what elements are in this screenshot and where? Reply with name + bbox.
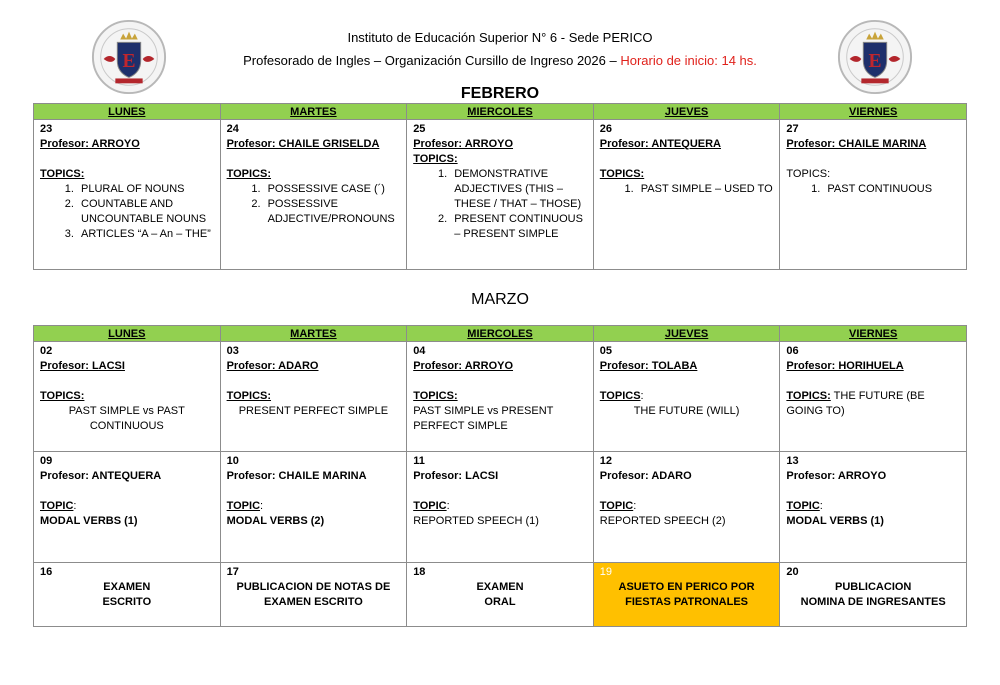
teacher-name: Profesor: ARROYO [413, 360, 514, 372]
holiday-cell [593, 563, 780, 627]
topic-item: 1. PAST SIMPLE – USED TO [637, 182, 774, 197]
topic-label: TOPIC [599, 500, 634, 512]
teacher-name: Profesor: ADARO [599, 470, 692, 482]
day-number: 16 [40, 566, 53, 578]
day-number: 11 [413, 455, 425, 467]
table-row [34, 120, 967, 270]
day-number: 18 [413, 566, 426, 578]
event-line: FIESTAS PATRONALES [625, 596, 748, 608]
teacher-name: Profesor: ARROYO [40, 138, 140, 150]
teacher-name: Profesor: LACSI [413, 470, 499, 482]
course-subtitle-main: Profesorado de Ingles – Organización Cursillo de Ingreso 2026 – [243, 53, 621, 68]
event-line: PUBLICACION [834, 581, 912, 593]
table-row [34, 452, 967, 563]
topics-label: TOPICS: [786, 168, 831, 180]
topics-list [40, 182, 214, 242]
day-number: 25 [413, 123, 426, 135]
topic-text: PAST SIMPLE vs PAST CONTINUOUS [68, 405, 185, 432]
day-cell: 11 Profesor: LACSI TOPIC: REPORTED SPEECH (1) [407, 452, 594, 563]
event-line: ASUETO EN PERICO POR [618, 581, 755, 593]
topics-list [413, 167, 587, 242]
weekday-header: VIERNES [780, 326, 967, 342]
event-line: ORAL [484, 596, 516, 608]
day-cell [407, 120, 594, 270]
day-number: 12 [599, 455, 613, 467]
teacher-name: Profesor: ARROYO [413, 138, 514, 150]
day-number: 06 [786, 345, 799, 357]
topic-item: 2. POSSESSIVE ADJECTIVE/PRONOUNS [264, 197, 401, 227]
topic-text: THE FUTURE (BE GOING TO) [786, 390, 925, 417]
day-number: 20 [786, 566, 799, 578]
course-subtitle [0, 53, 1000, 68]
topic-item: 1. PAST CONTINUOUS [823, 182, 960, 197]
day-cell [220, 563, 407, 627]
topics-label: TOPICS [599, 390, 641, 402]
topic-label: TOPIC [786, 500, 820, 512]
day-cell [780, 563, 967, 627]
day-number: 17 [226, 566, 239, 578]
weekday-header-row [34, 104, 967, 120]
day-cell: 05 Profesor: TOLABA TOPICS: THE FUTURE (WILL) [593, 342, 780, 452]
day-cell [220, 120, 407, 270]
day-cell [34, 342, 221, 452]
topic-text: PRESENT PERFECT SIMPLE [238, 405, 389, 417]
start-time-highlight: Horario de inicio: 14 hs. [620, 53, 757, 68]
day-cell [220, 342, 407, 452]
topics-label: TOPICS: [226, 168, 272, 180]
day-number: 05 [599, 345, 613, 357]
institute-title: Instituto de Educación Superior N° 6 - Sede PERICO [347, 30, 653, 45]
topic-label: TOPIC [226, 500, 261, 512]
schedule-table-marzo [33, 325, 967, 627]
day-number: 24 [226, 123, 239, 135]
weekday-header-row [34, 326, 967, 342]
day-cell [34, 563, 221, 627]
teacher-name: Profesor: LACSI [40, 360, 125, 372]
topic-text: REPORTED SPEECH (2) [599, 515, 726, 527]
teacher-name: Profesor: ANTEQUERA [40, 470, 162, 482]
teacher-name: Profesor: CHAILE GRISELDA [226, 138, 380, 150]
weekday-header: LUNES [34, 104, 221, 120]
topics-label: TOPICS: [226, 390, 272, 402]
day-number: 02 [40, 345, 53, 357]
topics-label: TOPICS: [40, 168, 85, 180]
event-line: NOMINA DE INGRESANTES [800, 596, 946, 608]
day-number: 13 [786, 455, 799, 467]
day-number: 23 [40, 123, 53, 135]
day-cell [34, 120, 221, 270]
event-line: EXAMEN [476, 581, 524, 593]
topics-label: TOPICS: [413, 390, 458, 402]
teacher-name: Profesor: HORIHUELA [786, 360, 904, 372]
day-number: 26 [599, 123, 613, 135]
weekday-header: MIERCOLES [407, 326, 594, 342]
topic-label: TOPIC [40, 500, 74, 512]
topic-text: THE FUTURE (WILL) [633, 405, 740, 417]
topic-text: PAST SIMPLE vs PRESENT PERFECT SIMPLE [413, 405, 554, 432]
day-number: 27 [786, 123, 799, 135]
weekday-header: LUNES [34, 326, 221, 342]
topics-label: TOPICS: [40, 390, 85, 402]
day-cell: 12 Profesor: ADARO TOPIC: REPORTED SPEECH (2) [593, 452, 780, 563]
weekday-header: JUEVES [593, 104, 780, 120]
day-number: 04 [413, 345, 426, 357]
topic-text: REPORTED SPEECH (1) [413, 515, 539, 527]
topic-text: MODAL VERBS (1) [40, 515, 138, 527]
day-cell: 10 Profesor: CHAILE MARINA TOPIC: MODAL VERBS (2) [220, 452, 407, 563]
topic-label: TOPIC [413, 500, 447, 512]
teacher-name: Profesor: ARROYO [786, 470, 887, 482]
topics-list [786, 182, 960, 197]
day-number: 09 [40, 455, 53, 467]
topics-label: TOPICS: [786, 390, 831, 402]
teacher-name: Profesor: ANTEQUERA [599, 138, 721, 150]
topic-item: 2. PRESENT CONTINUOUS – PRESENT SIMPLE [450, 212, 587, 242]
topics-label: TOPICS: [413, 153, 458, 165]
day-cell [593, 120, 780, 270]
day-cell: 13 Profesor: ARROYO TOPIC: MODAL VERBS (1) [780, 452, 967, 563]
topic-text: MODAL VERBS (2) [226, 515, 325, 527]
day-cell [407, 342, 594, 452]
topic-item: 1. DEMONSTRATIVE ADJECTIVES (THIS – THESE / THAT – THOSE) [450, 167, 587, 212]
teacher-name: Profesor: TOLABA [599, 360, 698, 372]
event-line: EXAMEN ESCRITO [263, 596, 363, 608]
teacher-name: Profesor: CHAILE MARINA [226, 470, 367, 482]
day-number: 19 [599, 566, 613, 578]
day-cell: 09 Profesor: ANTEQUERA TOPIC: MODAL VERBS (1) [34, 452, 221, 563]
topic-text: MODAL VERBS (1) [786, 515, 884, 527]
teacher-name: Profesor: CHAILE MARINA [786, 138, 927, 150]
schedule-table-febrero [33, 103, 967, 270]
svg-text:E: E [868, 50, 882, 72]
svg-text:E: E [122, 50, 136, 72]
table-row [34, 563, 967, 627]
weekday-header: VIERNES [780, 104, 967, 120]
day-cell [780, 120, 967, 270]
day-number: 03 [226, 345, 239, 357]
weekday-header: MARTES [220, 104, 407, 120]
topic-item: 1. POSSESSIVE CASE (´) [264, 182, 401, 197]
event-line: EXAMEN [103, 581, 151, 593]
day-cell [780, 342, 967, 452]
topic-item: 2. COUNTABLE AND UNCOUNTABLE NOUNS [77, 197, 214, 227]
event-line: ESCRITO [102, 596, 152, 608]
day-cell [407, 563, 594, 627]
day-number: 10 [226, 455, 239, 467]
topics-label: TOPICS: [599, 168, 645, 180]
table-row [34, 342, 967, 452]
teacher-name: Profesor: ADARO [226, 360, 319, 372]
month-title-febrero: FEBRERO [460, 85, 540, 102]
topic-item: 3. ARTICLES “A – An – THE” [77, 227, 214, 242]
event-line: PUBLICACION DE NOTAS DE [236, 581, 391, 593]
month-title-marzo: MARZO [471, 291, 529, 308]
weekday-header: MARTES [220, 326, 407, 342]
weekday-header: MIERCOLES [407, 104, 594, 120]
topics-list [600, 182, 774, 197]
topics-list [227, 182, 401, 227]
topic-item: 1. PLURAL OF NOUNS [77, 182, 214, 197]
weekday-header: JUEVES [593, 326, 780, 342]
